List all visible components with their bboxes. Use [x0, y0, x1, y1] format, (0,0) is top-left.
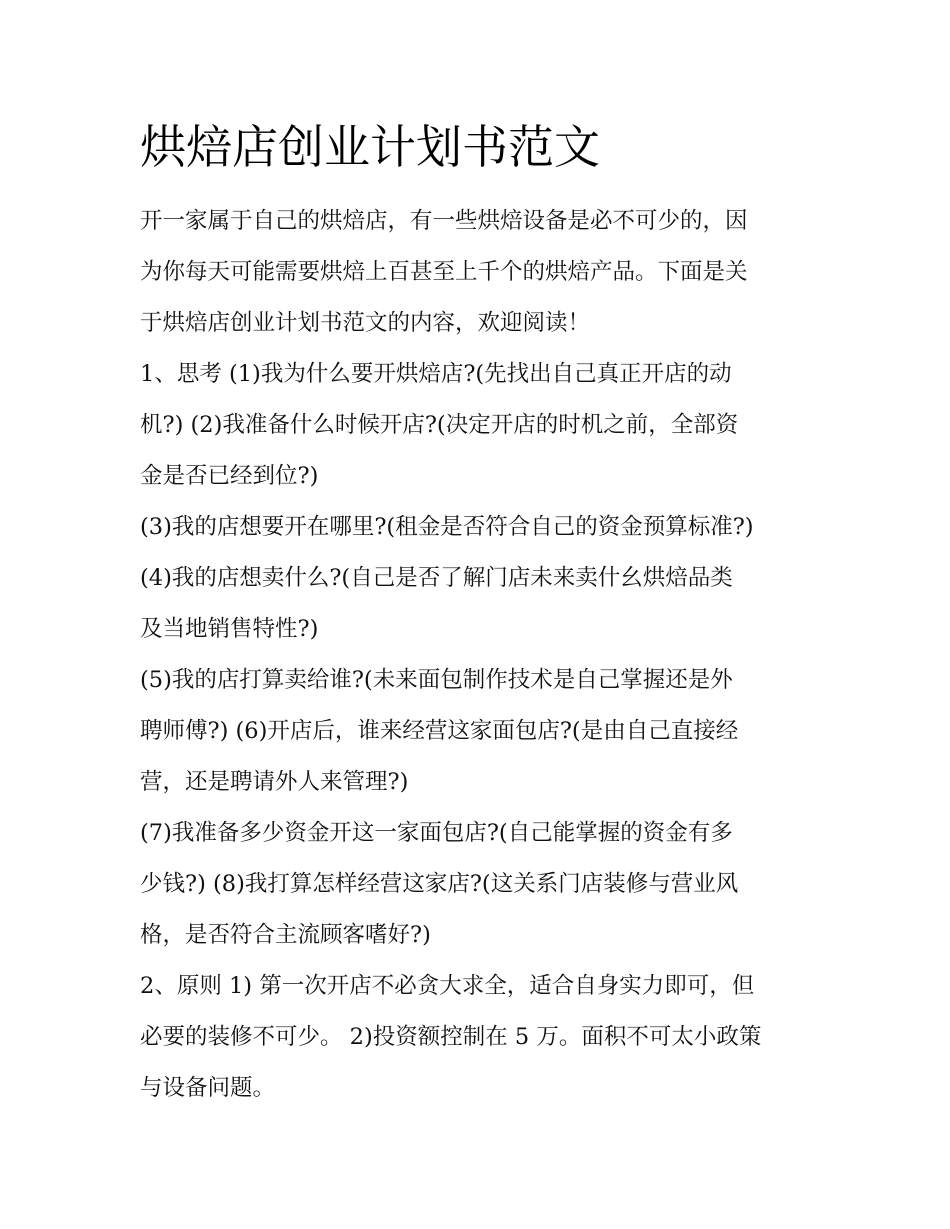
document-body [140, 196, 820, 1114]
text-line: 必要的装修不可少。 2)投资额控制在 5 万。面积不可太小政策 [140, 1024, 762, 1050]
text-line: 机?) (2)我准备什么时候开店?(决定开店的时机之前，全部资 [140, 412, 739, 438]
text-line: 于烘焙店创业计划书范文的内容，欢迎阅读！ [140, 310, 591, 336]
text-line: (4)我的店想卖什么?(自己是否了解门店未来卖什幺烘焙品类 [140, 565, 733, 591]
text-line: 1、思考 (1)我为什么要开烘焙店?(先找出自己真正开店的动 [140, 361, 732, 387]
text-line: 格，是否符合主流顾客嗜好?) [140, 922, 431, 948]
text-line: 少钱?) (8)我打算怎样经营这家店?(这关系门店装修与营业风 [140, 871, 739, 897]
text-line: 为你每天可能需要烘焙上百甚至上千个的烘焙产品。下面是关 [140, 259, 748, 285]
text-line: 金是否已经到位?) [140, 463, 319, 489]
text-line: 营，还是聘请外人来管理?) [140, 769, 409, 795]
document-title: 烘焙店创业计划书范文 [140, 120, 600, 174]
text-line: 开一家属于自己的烘焙店，有一些烘焙设备是必不可少的，因 [140, 208, 748, 234]
text-line: 聘师傅?) (6)开店后，谁来经营这家面包店?(是由自己直接经 [140, 718, 739, 744]
text-line: 与设备问题。 [140, 1075, 276, 1101]
text-line: (3)我的店想要开在哪里?(租金是否符合自己的资金预算标准?) [140, 514, 754, 540]
text-line: 2、原则 1) 第一次开店不必贪大求全，适合自身实力即可，但 [140, 973, 755, 999]
text-line: (7)我准备多少资金开这一家面包店?(自己能掌握的资金有多 [140, 820, 733, 846]
text-line: (5)我的店打算卖给谁?(未来面包制作技术是自己掌握还是外 [140, 667, 733, 693]
text-line: 及当地销售特性?) [140, 616, 319, 642]
